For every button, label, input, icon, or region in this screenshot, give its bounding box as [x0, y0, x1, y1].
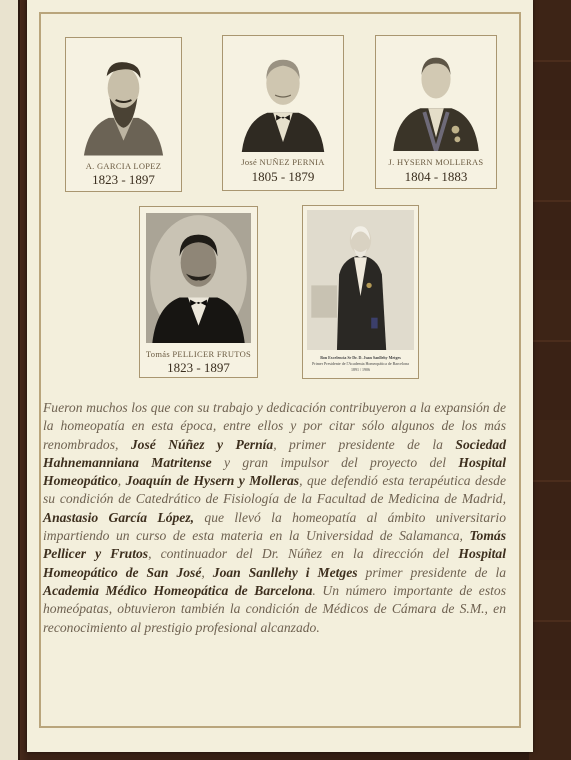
portrait-dates: 1823 - 1897: [167, 360, 230, 375]
portrait-pellicer-frutos: [139, 206, 258, 378]
text-segment: primer presidente de la: [357, 564, 507, 580]
highlighted-name: Anastasio García López,: [43, 509, 195, 525]
portrait-dates: 1804 - 1883: [404, 169, 468, 184]
highlighted-name: Sociedad Hahnemanniana Matritense: [43, 436, 507, 470]
text-segment: que llevó la homeopatía al ámbito universitario impartiendo un curso de esta materia en la Universidad de Salamanca,: [43, 509, 506, 544]
text-segment: ,: [201, 564, 213, 580]
highlighted-name: Tomás Pellicer y Frutos: [43, 528, 506, 562]
photo-sanllehy-metges: [307, 210, 414, 350]
portrait-garcia-lopez: [65, 37, 182, 192]
portrait-name: A. GARCIA LOPEZ: [85, 161, 162, 171]
wood-panel-right: [529, 0, 571, 760]
portrait-hysern-molleras: [375, 35, 497, 189]
highlighted-name: José Núñez y Pernía: [130, 436, 274, 452]
caption-line: Bon Excelencia Sr Dr. D. Juan Sanllehy Metges: [320, 355, 401, 360]
highlighted-name: Joaquín de Hysern y Molleras: [125, 473, 300, 489]
portrait-name: José NUÑEZ PERNIA: [241, 157, 325, 167]
portrait-dates: 1805 - 1879: [251, 169, 315, 184]
caption-line: 1891 / 1906: [350, 367, 371, 372]
exhibit-panel: [27, 0, 533, 752]
portrait-sanllehy-metges: [302, 205, 419, 379]
historical-text: [43, 399, 506, 637]
engraving-nunez-pernia: [231, 44, 335, 152]
text-segment: y gran impulsor del proyecto del: [211, 454, 459, 470]
text-segment: Fueron muchos los que con su trabajo y dedicación contribuyeron a la expansión de la homeopatía en esta época, entre ellos y por citar sólo algunos de los más renombrados,: [43, 400, 506, 452]
highlighted-name: Academia Médico Homeopática de Barcelona: [43, 582, 313, 598]
text-segment: , que defendió esta terapéutica desde su condición de Catedrático de Fisiología de la Facultad de Medicina de Madrid,: [43, 473, 507, 507]
portrait-name: Tomás PELLICER FRUTOS: [145, 349, 252, 359]
photo-pellicer-frutos: [146, 213, 251, 343]
text-segment: , primer presidente de la: [273, 436, 456, 452]
engraving-garcia-lopez: [74, 46, 173, 156]
text-segment: ,: [117, 473, 126, 489]
engraving-hysern-molleras: [384, 44, 488, 151]
caption-line: Primer Presidente de l'Academia Homeopática de Barcelona: [312, 361, 409, 366]
highlighted-name: Hospital Homeopático: [43, 454, 506, 489]
portrait-nunez-pernia: [222, 35, 344, 191]
portrait-name: J. HYSERN MOLLERAS: [388, 157, 484, 167]
text-segment: . Un número importante de estos homeópatas, obtuvieron también la condición de Médicos de Cámara de S.M., en reconocimiento al prestigio profesional alcanzado.: [43, 582, 506, 635]
portrait-dates: 1823 - 1897: [92, 172, 155, 187]
text-segment: , continuador del Dr. Núñez en la dirección del: [148, 546, 459, 562]
highlighted-name: Joan Sanllehy i Metges: [212, 564, 358, 580]
adjacent-panel-edge: [0, 0, 20, 760]
highlighted-name: Hospital Homeopático de San José: [43, 546, 506, 580]
